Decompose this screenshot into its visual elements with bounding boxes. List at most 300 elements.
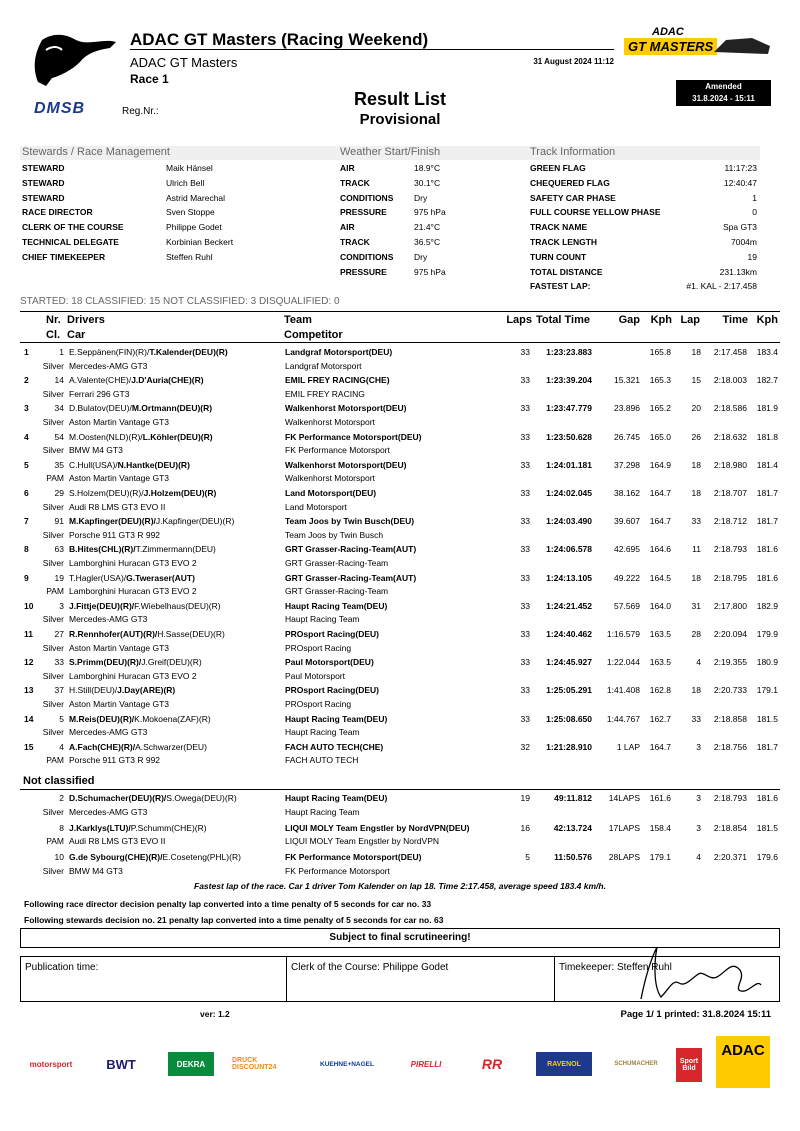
row-total-time: 1:24:13.105 <box>546 572 592 583</box>
driver-a: J.Fittje(DEU)(R)/ <box>69 600 135 611</box>
row-best-time: 2:19.355 <box>713 657 747 668</box>
row-class: Silver <box>42 642 64 653</box>
track-key: FASTEST LAP: <box>530 281 591 292</box>
row-laps: 33 <box>520 431 530 442</box>
driver-a: E.Seppänen(FIN)(R)/ <box>69 347 150 357</box>
row-kph: 164.7 <box>649 488 671 498</box>
rr-logo: RR <box>481 1056 503 1072</box>
row-kph: 164.5 <box>649 572 671 583</box>
row-car: Porsche 911 GT3 R 992 <box>69 529 161 540</box>
row-team: GRT Grasser-Racing-Team(AUT) <box>285 544 417 555</box>
row-team: FK Performance Motorsport(DEU) <box>285 431 422 442</box>
row-best-lap: 28 <box>691 629 701 639</box>
steward-name: Ulrich Bell <box>166 177 205 188</box>
row-drivers <box>69 543 216 555</box>
row-best-kph: 181.7 <box>756 741 778 752</box>
row-position: 5 <box>24 459 29 470</box>
col-gap: Gap <box>618 314 640 326</box>
driver-b: N.Hantke(DEU)(R) <box>117 459 190 470</box>
druck-discount-logo: DRUCK DISCOUNT24 <box>232 1057 277 1071</box>
bwt-logo: BWT <box>106 1056 136 1072</box>
row-drivers <box>69 431 213 443</box>
driver-b: G.Tweraser(AUT) <box>126 572 195 583</box>
row-gap: 57.569 <box>614 600 640 611</box>
track-map-logo <box>24 28 124 90</box>
row-team: GRT Grasser-Racing-Team(AUT) <box>285 572 417 583</box>
row-laps: 5 <box>525 852 530 862</box>
row-best-time: 2:20.733 <box>713 685 747 696</box>
row-drivers <box>69 374 204 386</box>
track-key: TRACK LENGTH <box>530 237 598 247</box>
row-best-time: 2:18.793 <box>713 793 747 803</box>
row-car-number: 27 <box>54 629 64 639</box>
track-value: Spa GT3 <box>722 222 757 233</box>
driver-b: T.Kalender(DEU)(R) <box>149 347 228 357</box>
weather-key: PRESSURE <box>340 207 387 218</box>
row-competitor: Team Joos by Twin Busch <box>285 529 384 540</box>
dmsb-logo: DMSB <box>34 100 86 117</box>
row-laps: 33 <box>520 685 530 696</box>
race-name: Race 1 <box>130 72 169 86</box>
row-laps: 33 <box>520 403 530 414</box>
steward-role: TECHNICAL DELEGATE <box>22 237 119 247</box>
row-best-lap: 3 <box>696 741 701 752</box>
row-team: Haupt Racing Team(DEU) <box>285 600 388 611</box>
row-team: Paul Motorsport(DEU) <box>285 657 374 668</box>
weather-heading: Weather Start/Finish <box>340 146 441 158</box>
kuehne-nagel-logo: KUEHNE+NAGEL <box>320 1060 374 1068</box>
row-car-number: 29 <box>54 488 64 498</box>
track-value: #1. KAL - 2:17.458 <box>686 281 757 292</box>
track-key: SAFETY CAR PHASE <box>530 192 616 203</box>
row-car-number: 54 <box>54 431 64 442</box>
row-total-time: 1:24:01.181 <box>546 459 592 470</box>
row-best-lap: 20 <box>691 403 701 414</box>
row-best-time: 2:18.854 <box>713 822 747 833</box>
track-value: 1 <box>752 192 757 203</box>
driver-a: M.Kapfinger(DEU)(R)/ <box>69 516 156 527</box>
row-car-number: 19 <box>54 572 64 583</box>
race-datetime: 31 August 2024 11:12 <box>533 57 614 66</box>
row-laps: 16 <box>520 822 530 833</box>
row-laps: 33 <box>520 713 530 724</box>
row-best-kph: 181.5 <box>756 713 778 724</box>
steward-name: Sven Stoppe <box>166 207 215 218</box>
row-laps: 33 <box>520 516 530 527</box>
col-car: Car <box>67 329 86 341</box>
row-total-time: 1:24:03.490 <box>546 516 592 527</box>
row-best-lap: 11 <box>692 544 701 555</box>
row-class: Silver <box>42 501 64 512</box>
track-key: CHEQUERED FLAG <box>530 177 610 188</box>
row-laps: 33 <box>520 459 530 470</box>
results-table-header <box>20 311 780 343</box>
driver-b: F.Wiebelhaus(DEU)(R) <box>134 600 221 611</box>
row-best-kph: 181.9 <box>756 403 778 414</box>
result-status: Provisional <box>359 111 441 128</box>
row-laps: 32 <box>520 741 530 752</box>
row-gap: 28LAPS <box>608 852 640 862</box>
row-competitor: LIQUI MOLY Team Engstler by NordVPN <box>285 836 440 846</box>
driver-a: M.Reis(DEU)(R)/ <box>69 713 135 724</box>
row-class: PAM <box>46 473 64 484</box>
driver-b: J.Kapfinger(DEU)(R) <box>155 516 235 527</box>
row-competitor: PROsport Racing <box>285 642 352 653</box>
row-best-lap: 18 <box>691 459 701 470</box>
row-best-lap: 31 <box>691 600 701 611</box>
row-gap: 42.695 <box>614 544 640 555</box>
driver-b: A.Schwarzer(DEU) <box>135 741 207 752</box>
row-competitor: PROsport Racing <box>285 698 352 709</box>
row-total-time: 1:25:05.291 <box>546 685 592 696</box>
row-drivers <box>69 515 234 527</box>
signature-icon <box>621 939 771 1003</box>
row-car-number: 5 <box>59 713 64 724</box>
event-title: ADAC GT Masters (Racing Weekend) <box>130 30 429 49</box>
row-competitor: Walkenhorst Motorsport <box>285 416 375 427</box>
publication-time: Publication time: <box>21 957 287 1001</box>
schumacher-logo: SCHUMACHER <box>614 1061 658 1067</box>
row-position: 10 <box>24 600 34 611</box>
driver-a: D.Bulatov(DEU)/ <box>69 403 132 414</box>
row-gap: 1 LAP <box>616 741 640 752</box>
row-team: PROsport Racing(DEU) <box>285 629 379 639</box>
track-value: 231.13km <box>719 266 757 277</box>
row-best-kph: 183.4 <box>756 347 778 357</box>
result-list-title: Result List <box>353 89 446 109</box>
row-competitor: Land Motorsport <box>285 501 347 512</box>
steward-name: Maik Hänsel <box>166 163 213 173</box>
row-team: EMIL FREY RACING(CHE) <box>285 375 390 386</box>
row-class: Silver <box>42 529 64 540</box>
row-class: Silver <box>42 614 64 625</box>
row-gap: 26.745 <box>614 431 640 442</box>
row-drivers <box>69 713 211 725</box>
motorsport-logo: motorsport <box>29 1059 73 1069</box>
row-best-kph: 179.6 <box>756 852 778 862</box>
row-drivers <box>69 459 190 471</box>
row-best-time: 2:18.980 <box>713 459 747 470</box>
row-drivers <box>69 656 202 668</box>
row-drivers <box>69 572 195 584</box>
row-gap: 38.162 <box>614 488 640 498</box>
driver-a: S.Holzem(DEU)(R)/ <box>69 488 144 498</box>
driver-a: G.de Sybourg(CHE)(R)/ <box>69 852 163 862</box>
steward-name: Philippe Godet <box>166 222 222 233</box>
row-total-time: 11:50.576 <box>554 852 592 862</box>
driver-b: L.Köhler(DEU)(R) <box>142 431 213 442</box>
row-laps: 33 <box>520 600 530 611</box>
penalty-note: Following race director decision penalty lap converted into a time penalty of 5 seconds for car no. 33 <box>24 899 432 909</box>
row-car: Aston Martin Vantage GT3 <box>69 698 170 709</box>
row-best-lap: 18 <box>691 347 701 357</box>
penalty-note: Following stewards decision no. 21 penalty lap converted into a time penalty of 5 seconds for car no. 63 <box>24 915 444 925</box>
row-gap: 1:22.044 <box>606 657 640 668</box>
row-kph: 165.2 <box>649 403 671 414</box>
row-position: 13 <box>24 685 34 696</box>
row-kph: 164.9 <box>649 459 671 470</box>
row-total-time: 1:24:40.462 <box>546 629 592 639</box>
row-team: Walkenhorst Motorsport(DEU) <box>285 459 407 470</box>
row-team: LIQUI MOLY Team Engstler by NordVPN(DEU) <box>285 822 470 833</box>
row-best-time: 2:20.094 <box>713 629 747 639</box>
track-value: 0 <box>752 207 757 218</box>
driver-b: J.Greif(DEU)(R) <box>141 657 202 668</box>
weather-value: 975 hPa <box>414 207 446 218</box>
steward-name: Korbinian Beckert <box>166 237 234 247</box>
row-car-number: 2 <box>59 793 64 803</box>
row-car: Mercedes-AMG GT3 <box>69 614 148 625</box>
row-position: 8 <box>24 544 29 555</box>
col-class: Cl. <box>46 329 61 341</box>
track-key: FULL COURSE YELLOW PHASE <box>530 207 661 218</box>
sport-bild-logo: Sport Bild <box>676 1048 702 1082</box>
row-drivers <box>69 346 228 358</box>
signature-box <box>20 956 780 1002</box>
row-car: Porsche 911 GT3 R 992 <box>69 755 161 766</box>
row-class: Silver <box>42 416 64 427</box>
row-competitor: Paul Motorsport <box>285 670 345 681</box>
row-best-time: 2:18.632 <box>713 431 747 442</box>
steward-role: CHIEF TIMEKEEPER <box>22 251 106 262</box>
row-car-number: 3 <box>59 600 64 611</box>
row-gap: 1:16.579 <box>606 629 640 639</box>
steward-name: Astrid Marechal <box>166 192 226 203</box>
row-car-number: 33 <box>54 657 64 668</box>
track-key: TURN COUNT <box>530 251 587 262</box>
clerk-of-course: Clerk of the Course: Philippe Godet <box>287 957 555 1001</box>
row-best-kph: 179.9 <box>756 629 778 639</box>
row-gap: 1:44.767 <box>606 713 640 724</box>
row-position: 1 <box>24 347 29 357</box>
driver-a: M.Oosten(NLD)(R)/ <box>69 431 143 442</box>
weather-key: TRACK <box>340 177 370 188</box>
row-drivers <box>69 487 216 499</box>
track-key: GREEN FLAG <box>530 163 586 173</box>
row-kph: 164.7 <box>649 516 671 527</box>
row-best-kph: 181.8 <box>756 431 778 442</box>
row-car: BMW M4 GT3 <box>69 445 123 456</box>
row-position: 12 <box>24 657 34 668</box>
version-label: ver: 1.2 <box>200 1009 230 1019</box>
col-laps: Laps <box>506 314 532 326</box>
row-kph: 164.7 <box>649 741 671 752</box>
scrutineering-notice: Subject to final scrutineering! <box>20 928 780 948</box>
row-class: Silver <box>42 388 64 399</box>
stewards-heading: Stewards / Race Management <box>22 146 170 158</box>
steward-role: STEWARD <box>22 177 65 188</box>
weather-key: AIR <box>340 222 355 233</box>
row-car: Lamborghini Huracan GT3 EVO 2 <box>69 670 197 681</box>
row-best-lap: 4 <box>696 852 701 862</box>
row-class: PAM <box>46 836 64 846</box>
row-class: Silver <box>42 445 64 456</box>
weather-value: 30.1°C <box>414 177 441 188</box>
row-drivers <box>69 684 175 696</box>
row-drivers <box>69 600 221 612</box>
driver-a: C.Hull(USA)/ <box>69 459 118 470</box>
row-car-number: 10 <box>54 852 64 862</box>
row-drivers <box>69 628 225 640</box>
row-gap: 1:41.408 <box>606 685 640 696</box>
row-class: Silver <box>42 727 64 738</box>
driver-b: S.Owega(DEU)(R) <box>166 793 237 803</box>
row-team: FACH AUTO TECH(CHE) <box>285 741 384 752</box>
row-car-number: 37 <box>54 685 64 696</box>
race-stats <box>20 296 340 307</box>
not-classified-title: Not classified <box>23 775 95 787</box>
row-best-lap: 18 <box>691 488 701 498</box>
row-best-time: 2:17.800 <box>713 600 747 611</box>
row-car-number: 14 <box>54 375 64 386</box>
row-laps: 33 <box>520 347 530 357</box>
row-best-kph: 182.7 <box>756 375 778 386</box>
row-car: Aston Martin Vantage GT3 <box>69 642 170 653</box>
track-value: 11:17:23 <box>724 163 757 173</box>
row-best-time: 2:18.795 <box>713 572 747 583</box>
steward-role: STEWARD <box>22 192 65 203</box>
row-best-lap: 15 <box>691 375 701 386</box>
row-laps: 33 <box>520 544 530 555</box>
row-team: Land Motorsport(DEU) <box>285 488 377 498</box>
race-stats-text: STARTED: 18 CLASSIFIED: 15 NOT CLASSIFIED: 3 DISQUALIFIED: 0 <box>20 296 340 307</box>
row-position: 2 <box>24 375 29 386</box>
row-gap: 49.222 <box>614 572 640 583</box>
row-class: Silver <box>42 865 64 876</box>
row-kph: 162.7 <box>649 713 671 724</box>
row-class: Silver <box>42 698 64 709</box>
row-total-time: 1:24:21.452 <box>546 600 592 611</box>
row-total-time: 1:24:06.578 <box>546 544 592 555</box>
row-car: Aston Martin Vantage GT3 <box>69 416 170 427</box>
weather-key: AIR <box>340 163 355 173</box>
page-info: Page 1/ 1 printed: 31.8.2024 15:11 <box>620 1009 771 1020</box>
series-name: ADAC GT Masters <box>130 55 238 70</box>
row-car: Mercedes-AMG GT3 <box>69 360 148 371</box>
row-car-number: 91 <box>54 516 64 527</box>
col-team: Team <box>284 314 312 326</box>
row-laps: 33 <box>520 657 530 668</box>
row-competitor: GRT Grasser-Racing-Team <box>285 586 389 597</box>
not-classified-divider <box>20 789 780 790</box>
row-team: Team Joos by Twin Busch(DEU) <box>285 516 415 527</box>
driver-b: J.Day(ARE)(R) <box>117 685 176 696</box>
driver-a: A.Fach(CHE)(R)/ <box>69 741 136 752</box>
row-car-number: 63 <box>54 544 64 555</box>
row-car: Ferrari 296 GT3 <box>69 388 130 399</box>
row-position: 11 <box>24 629 33 639</box>
row-laps: 33 <box>520 572 530 583</box>
reg-number-label: Reg.Nr.: <box>122 106 159 117</box>
row-laps: 33 <box>520 375 530 386</box>
row-competitor: Haupt Racing Team <box>285 806 360 817</box>
row-best-kph: 182.9 <box>756 600 778 611</box>
row-total-time: 1:24:02.045 <box>546 488 592 498</box>
col-nr: Nr. <box>46 314 61 326</box>
row-total-time: 42:13.724 <box>553 822 592 833</box>
col-kph-best: Kph <box>756 314 778 326</box>
col-total: Total Time <box>536 314 590 326</box>
row-laps: 19 <box>520 793 530 803</box>
row-car: Lamborghini Huracan GT3 EVO 2 <box>69 586 197 597</box>
row-total-time: 1:25:08.650 <box>546 713 592 724</box>
row-position: 4 <box>24 431 29 442</box>
track-key: TOTAL DISTANCE <box>530 266 603 277</box>
pirelli-logo: PIRELLI <box>410 1059 442 1069</box>
row-team: PROsport Racing(DEU) <box>285 685 379 696</box>
row-drivers <box>69 402 212 414</box>
row-class: Silver <box>42 670 64 681</box>
row-best-lap: 18 <box>691 572 701 583</box>
row-car: Mercedes-AMG GT3 <box>69 727 148 738</box>
row-kph: 162.8 <box>649 685 671 696</box>
adac-gt-masters-logo: ADAC GT MASTERS <box>624 26 772 60</box>
row-best-kph: 181.5 <box>756 822 778 833</box>
row-best-time: 2:18.586 <box>713 403 747 414</box>
track-value: 19 <box>747 251 757 262</box>
row-best-lap: 33 <box>691 516 701 527</box>
driver-a: J.Karklys(LTU)/ <box>69 822 131 833</box>
title-divider <box>130 49 614 50</box>
row-best-lap: 3 <box>696 793 701 803</box>
row-position: 3 <box>24 403 29 414</box>
row-best-kph: 179.1 <box>756 685 778 696</box>
col-lap: Lap <box>680 314 700 326</box>
dekra-logo: DEKRA <box>168 1052 214 1076</box>
row-drivers <box>69 792 237 804</box>
row-competitor: Walkenhorst Motorsport <box>285 473 375 484</box>
row-total-time: 1:21:28.910 <box>546 741 592 752</box>
row-kph: 164.0 <box>649 600 671 611</box>
steward-role: STEWARD <box>22 163 65 173</box>
row-kph: 163.5 <box>649 629 671 639</box>
row-best-time: 2:18.003 <box>713 375 747 386</box>
driver-b: J.D'Auria(CHE)(R) <box>131 375 204 386</box>
row-kph: 158.4 <box>649 822 671 833</box>
weather-value: 36.5°C <box>414 237 441 247</box>
row-car: Mercedes-AMG GT3 <box>69 806 148 817</box>
adac-logo: ADAC <box>716 1036 770 1088</box>
row-best-time: 2:18.858 <box>713 713 747 724</box>
row-position: 7 <box>24 516 29 527</box>
row-position: 9 <box>24 572 29 583</box>
row-kph: 179.1 <box>649 852 671 862</box>
row-best-lap: 33 <box>691 713 701 724</box>
row-competitor: FK Performance Motorsport <box>285 445 390 456</box>
row-car-number: 34 <box>54 403 64 414</box>
row-drivers <box>69 741 207 753</box>
row-kph: 165.0 <box>649 431 671 442</box>
row-best-kph: 180.9 <box>756 657 778 668</box>
row-best-time: 2:18.756 <box>713 741 747 752</box>
weather-value: 18.9°C <box>414 163 441 173</box>
row-best-time: 2:18.707 <box>713 488 747 498</box>
row-best-kph: 181.6 <box>756 793 778 803</box>
amended-badge: Amended 31.8.2024 - 15:11 <box>676 80 771 106</box>
driver-b: P.Schumm(CHE)(R) <box>130 822 207 833</box>
row-position: 6 <box>24 488 29 498</box>
row-position: 14 <box>24 713 34 724</box>
row-laps: 33 <box>520 629 530 639</box>
row-team: Landgraf Motorsport(DEU) <box>285 347 393 357</box>
row-class: Silver <box>42 360 64 371</box>
ravenol-logo: RAVENOL <box>536 1052 592 1076</box>
row-car-number: 1 <box>59 347 64 357</box>
row-competitor: GRT Grasser-Racing-Team <box>285 557 389 568</box>
weather-key: PRESSURE <box>340 266 387 277</box>
driver-a: S.Primm(DEU)(R)/ <box>69 657 142 668</box>
row-team: Haupt Racing Team(DEU) <box>285 793 388 803</box>
